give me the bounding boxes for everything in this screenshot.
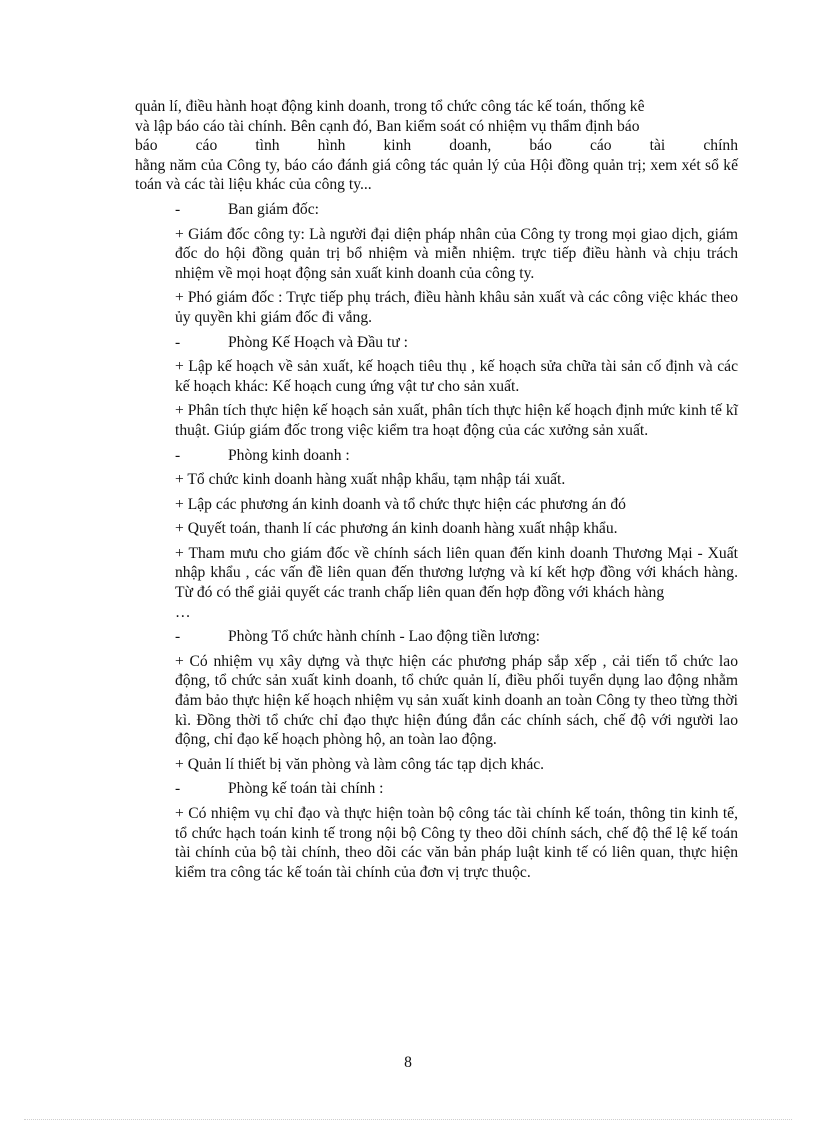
bullet-dash: - bbox=[175, 333, 181, 351]
intro-line-2: và lập báo cáo tài chính. Bên cạnh đó, Ban kiểm soát có nhiệm vụ thẩm định báo bbox=[135, 117, 640, 135]
business-item-1: + Tổ chức kinh doanh hàng xuất nhập khẩu, tạm nhập tái xuất. bbox=[175, 471, 566, 489]
section-heading-accounting bbox=[175, 779, 738, 799]
hr-item-2: + Quản lí thiết bị văn phòng và làm công tác tạp dịch khác. bbox=[175, 755, 545, 773]
section-title: Phòng kinh doanh : bbox=[228, 446, 350, 464]
section-title: Phòng kế toán tài chính : bbox=[228, 780, 384, 798]
business-item-3: + Quyết toán, thanh lí các phương án kinh doanh hàng xuất nhập khẩu. bbox=[175, 520, 618, 538]
directors-item-2: + Phó giám đốc : Trực tiếp phụ trách, điều hành khâu sản xuất và các công việc khác theo ủy quyền khi giám đốc đi vắng. bbox=[175, 289, 738, 326]
planning-item-2: + Phân tích thực hiện kế hoạch sản xuất, phân tích thực hiện kế hoạch định mức kinh tế kĩ thuật. Giúp giám đốc trong việc kiểm tra hoạt động của các xưởng sản xuất. bbox=[175, 402, 738, 439]
section-title: Ban giám đốc: bbox=[228, 200, 319, 218]
page-body bbox=[135, 97, 738, 882]
intro-rest: hằng năm của Công ty, báo cáo đánh giá công tác quản lý của Hội đồng quản trị; xem xét sổ kế toán và các tài liệu khác của công ty... bbox=[135, 156, 738, 194]
bullet-dash: - bbox=[175, 780, 181, 798]
section-heading-hr bbox=[175, 627, 738, 647]
bullet-dash: - bbox=[175, 200, 181, 218]
planning-item-1: + Lập kế hoạch về sản xuất, kế hoạch tiêu thụ , kế hoạch sửa chữa tài sản cố định và các kế hoạch khác: Kế hoạch cung ứng vật tư cho sản xuất. bbox=[175, 358, 738, 395]
business-item-2: + Lập các phương án kinh doanh và tổ chức thực hiện các phương án đó bbox=[175, 495, 626, 513]
bullet-dash: - bbox=[175, 446, 181, 464]
business-item-4: + Tham mưu cho giám đốc về chính sách liên quan đến kinh doanh Thương Mại - Xuất nhập khẩu , các vấn đề liên quan đến thương lượng và kí kết hợp đồng với khách hàng. Từ đó có thể giải quyết các tranh chấp liên quan đến hợp đồng với khách hàng bbox=[175, 544, 738, 602]
page-bottom-divider bbox=[24, 1119, 792, 1120]
accounting-item-1: + Có nhiệm vụ chỉ đạo và thực hiện toàn bộ công tác tài chính kế toán, thông tin kinh tế, tổ chức hạch toán kinh tế trong nội bộ Công ty theo dõi chính sách, chế độ thể lệ kế toán tài chính của bộ tài chính, theo dõi các văn bản pháp luật kinh tế có liên quan, thực hiện kiểm tra công tác kế toán tài chính của đơn vị trực thuộc. bbox=[175, 805, 738, 881]
business-ellipsis: … bbox=[175, 603, 191, 621]
intro-line-3: báo cáo tình hình kinh doanh, báo cáo tài chính bbox=[135, 137, 738, 155]
directors-item-1: + Giám đốc công ty: Là người đại diện pháp nhân của Công ty trong mọi giao dịch, giám đốc do hội đồng quản trị bổ nhiệm và miễn nhiệm. trực tiếp điều hành và chịu trách nhiệm về mọi hoạt động sản xuất kinh doanh của công ty. bbox=[175, 225, 738, 282]
section-title: Phòng Tổ chức hành chính - Lao động tiền lương: bbox=[228, 628, 540, 646]
bullet-dash: - bbox=[175, 628, 181, 646]
section-title: Phòng Kế Hoạch và Đầu tư : bbox=[228, 333, 408, 351]
section-heading-planning bbox=[175, 333, 738, 353]
page-number: 8 bbox=[404, 1054, 412, 1071]
hr-item-1: + Có nhiệm vụ xây dựng và thực hiện các phương pháp sắp xếp , cải tiến tổ chức lao động, tổ chức sản xuất kinh doanh, tổ chức quản lí, điều phối tuyển dụng lao động nhằm đảm bảo thực hiện kế hoạch nhiệm vụ sản xuất kinh doanh an toàn Công ty theo từng thời kì. Đồng thời tổ chức chỉ đạo thực hiện đúng đắn các chính sách, chế độ với người lao động, chỉ đạo kế hoạch phòng hộ, an toàn lao động. bbox=[175, 652, 738, 749]
section-heading-business bbox=[175, 446, 738, 466]
intro-line-1: quản lí, điều hành hoạt động kinh doanh, trong tổ chức công tác kế toán, thống kê bbox=[135, 98, 645, 115]
section-heading-directors bbox=[175, 200, 738, 220]
